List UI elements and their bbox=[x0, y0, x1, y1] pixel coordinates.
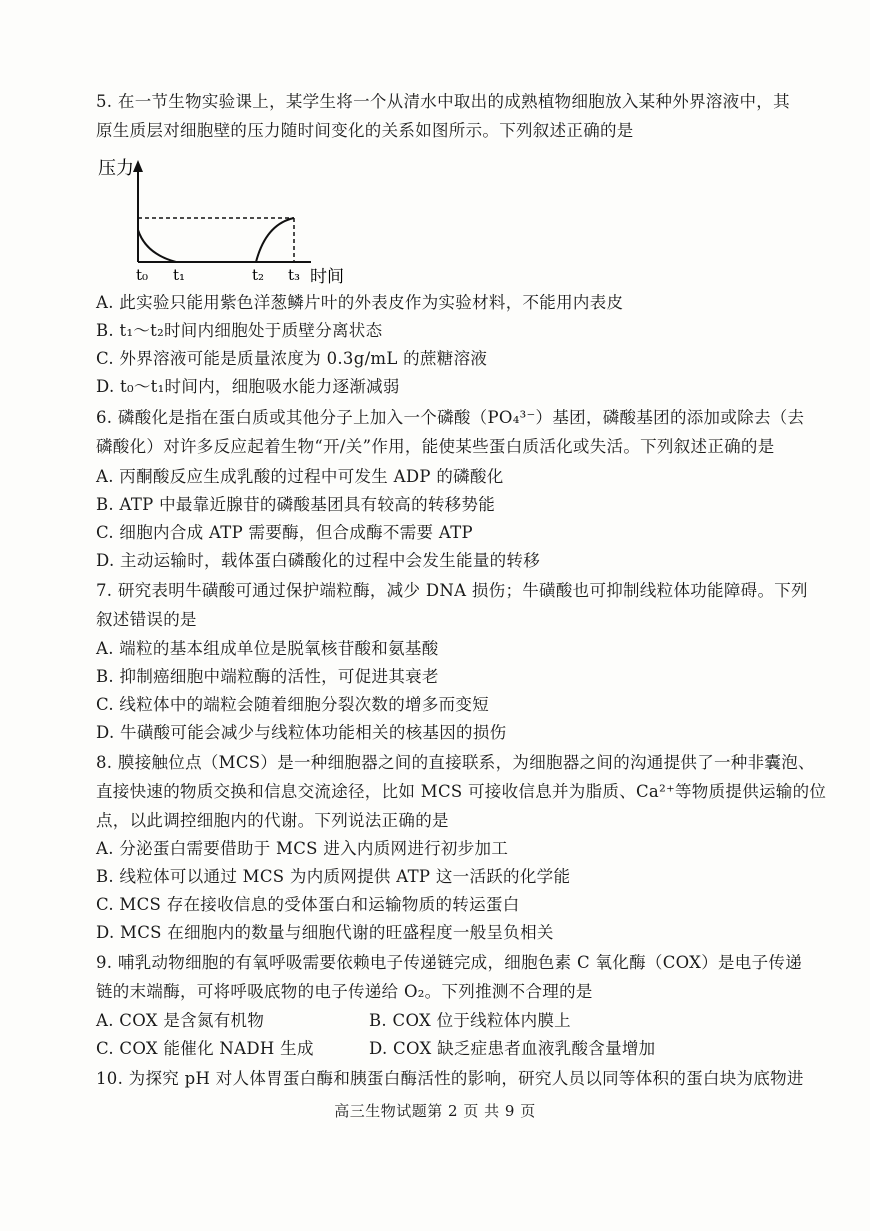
q9-option-a: A. COX 是含氮有机物 bbox=[96, 1011, 265, 1030]
q7-stem-line1: 7. 研究表明牛磺酸可通过保护端粒酶，减少 DNA 损伤；牛磺酸也可抑制线粒体功能障碍。下列 bbox=[96, 581, 808, 600]
q7-stem-line2: 叙述错误的是 bbox=[96, 610, 197, 629]
q8-stem-line3: 点，以此调控细胞内的代谢。下列说法正确的是 bbox=[96, 811, 449, 830]
q5-option-b: B. t₁～t₂时间内细胞处于质壁分离状态 bbox=[96, 321, 383, 340]
q8-option-b: B. 线粒体可以通过 MCS 为内质网提供 ATP 这一活跃的化学能 bbox=[96, 867, 571, 886]
graph-t1: t₁ bbox=[173, 266, 186, 284]
q6-option-b: B. ATP 中最靠近腺苷的磷酸基团具有较高的转移势能 bbox=[96, 495, 496, 514]
q5-pressure-time-graph bbox=[96, 150, 396, 290]
q6-stem-line1: 6. 磷酸化是指在蛋白质或其他分子上加入一个磷酸（PO₄³⁻）基团，磷酸基团的添加或除去（去 bbox=[96, 408, 805, 427]
q9-option-c: C. COX 能催化 NADH 生成 bbox=[96, 1039, 314, 1058]
q7-option-b: B. 抑制癌细胞中端粒酶的活性，可促进其衰老 bbox=[96, 667, 439, 686]
q5-stem-line2: 原生质层对细胞壁的压力随时间变化的关系如图所示。下列叙述正确的是 bbox=[96, 121, 634, 140]
q5-option-d: D. t₀～t₁时间内，细胞吸水能力逐渐减弱 bbox=[96, 377, 400, 396]
q9-stem-line1: 9. 哺乳动物细胞的有氧呼吸需要依赖电子传递链完成，细胞色素 C 氧化酶（COX）是电子传递 bbox=[96, 953, 803, 972]
graph-t3: t₃ bbox=[288, 266, 301, 284]
q8-option-d: D. MCS 在细胞内的数量与细胞代谢的旺盛程度一般呈负相关 bbox=[96, 923, 554, 942]
q9-option-b: B. COX 位于线粒体内膜上 bbox=[369, 1011, 571, 1030]
q7-option-d: D. 牛磺酸可能会减少与线粒体功能相关的核基因的损伤 bbox=[96, 723, 507, 742]
page-footer: 高三生物试题第 2 页 共 9 页 bbox=[334, 1102, 536, 1120]
q6-stem-line2: 磷酸化）对许多反应起着生物“开/关”作用，能使某些蛋白质活化或失活。下列叙述正确的是 bbox=[96, 437, 775, 456]
graph-t2: t₂ bbox=[252, 266, 265, 284]
q5-stem-line1: 5. 在一节生物实验课上，某学生将一个从清水中取出的成熟植物细胞放入某种外界溶液中，其 bbox=[96, 92, 790, 111]
q5-option-c: C. 外界溶液可能是质量浓度为 0.3g/mL 的蔗糖溶液 bbox=[96, 349, 488, 368]
q9-stem-line2: 链的末端酶，可将呼吸底物的电子传递给 O₂。下列推测不合理的是 bbox=[96, 982, 593, 1001]
graph-xlabel: 时间 bbox=[310, 267, 344, 287]
q8-option-a: A. 分泌蛋白需要借助于 MCS 进入内质网进行初步加工 bbox=[96, 839, 509, 858]
graph-t0: t₀ bbox=[136, 266, 149, 284]
q10-stem-line1: 10. 为探究 pH 对人体胃蛋白酶和胰蛋白酶活性的影响，研究人员以同等体积的蛋白块为底物进 bbox=[96, 1069, 804, 1088]
q6-option-a: A. 丙酮酸反应生成乳酸的过程中可发生 ADP 的磷酸化 bbox=[96, 467, 504, 486]
graph-ylabel: 压力 bbox=[98, 158, 134, 179]
q5-option-a: A. 此实验只能用紫色洋葱鳞片叶的外表皮作为实验材料，不能用内表皮 bbox=[96, 293, 624, 312]
q6-option-d: D. 主动运输时，载体蛋白磷酸化的过程中会发生能量的转移 bbox=[96, 551, 541, 570]
q7-option-a: A. 端粒的基本组成单位是脱氧核苷酸和氨基酸 bbox=[96, 639, 439, 658]
q7-option-c: C. 线粒体中的端粒会随着细胞分裂次数的增多而变短 bbox=[96, 695, 490, 714]
q8-stem-line2: 直接快速的物质交换和信息交流途径，比如 MCS 可接收信息并为脂质、Ca²⁺等物质提供运输的位 bbox=[96, 782, 827, 801]
q8-option-c: C. MCS 存在接收信息的受体蛋白和运输物质的转运蛋白 bbox=[96, 895, 520, 914]
q6-option-c: C. 细胞内合成 ATP 需要酶，但合成酶不需要 ATP bbox=[96, 523, 473, 542]
q9-option-d: D. COX 缺乏症患者血液乳酸含量增加 bbox=[369, 1039, 656, 1058]
q8-stem-line1: 8. 膜接触位点（MCS）是一种细胞器之间的直接联系，为细胞器之间的沟通提供了一种非囊泡、 bbox=[96, 753, 815, 772]
